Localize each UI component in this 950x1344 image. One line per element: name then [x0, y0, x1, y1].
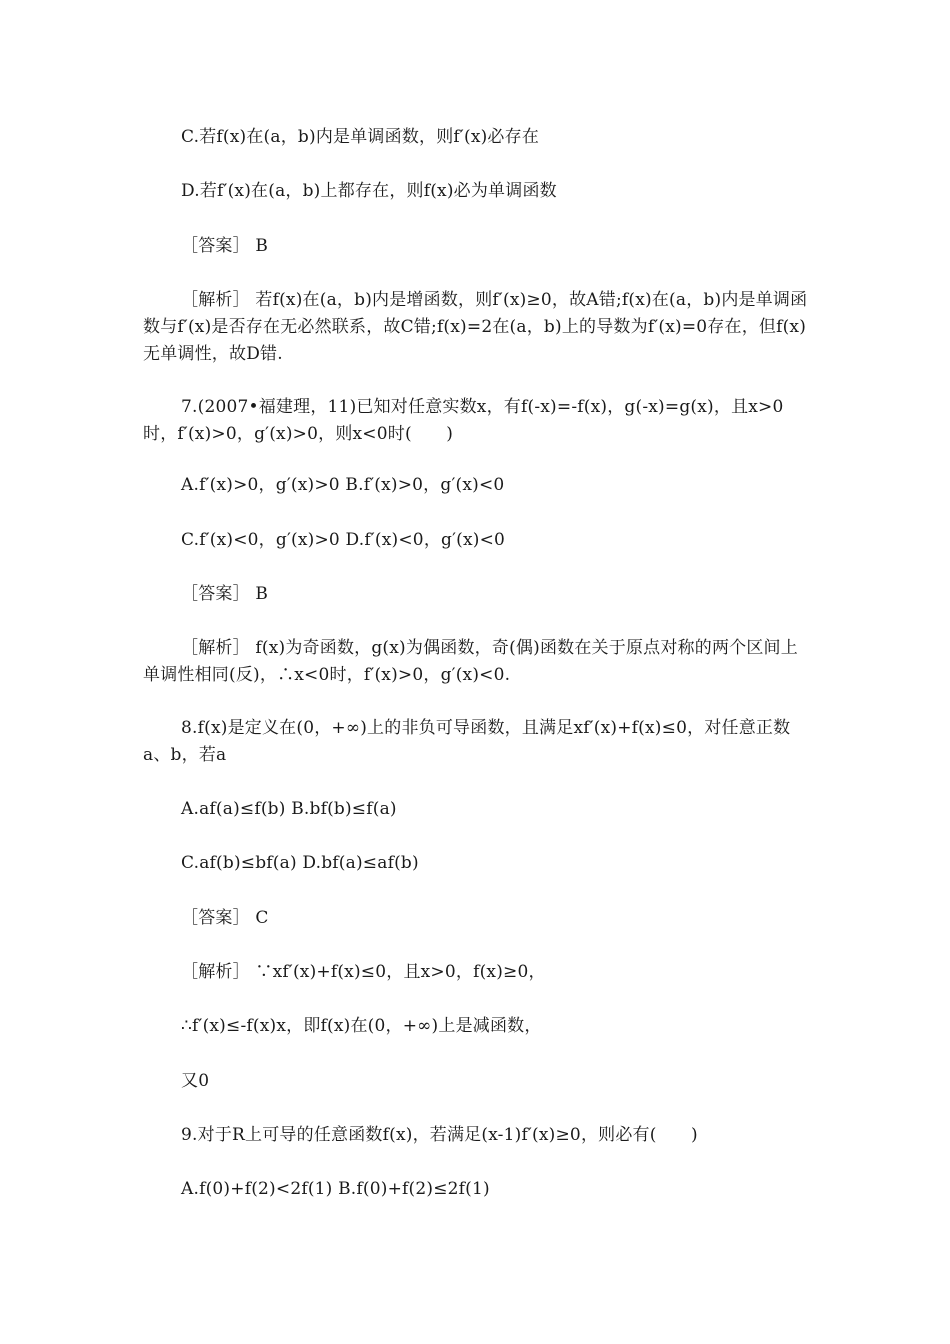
options-cd-q8: C.af(b)≤bf(a) D.bf(a)≤af(b): [181, 853, 419, 873]
option-d-q6: D.若f′(x)在(a，b)上都存在，则f(x)必为单调函数: [181, 181, 557, 201]
question-8: 8.f(x)是定义在(0，+∞)上的非负可导函数，且满足xf′(x)+f(x)≤0，对任意正数a、b，若a: [143, 718, 791, 765]
answer-q7: ［答案］ B: [181, 584, 269, 604]
explanation-q7: ［解析］ f(x)为奇函数，g(x)为偶函数，奇(偶)函数在关于原点对称的两个区间上单调性相同(反)，∴x<0时，f′(x)>0，g′(x)<0.: [143, 638, 798, 685]
options-ab-q8: A.af(a)≤f(b) B.bf(b)≤f(a): [181, 799, 397, 819]
options-ab-q7: A.f′(x)>0，g′(x)>0 B.f′(x)>0，g′(x)<0: [181, 475, 505, 495]
answer-q6: ［答案］ B: [181, 236, 269, 256]
answer-q8: ［答案］ C: [181, 908, 269, 928]
explanation-q6: ［解析］ 若f(x)在(a，b)内是增函数，则f′(x)≥0，故A错;f(x)在(a，b)内是单调函数与f′(x)是否存在无必然联系，故C错;f(x)=2在(a，b)上的导数为f′(x)=0存在，但f(x)无单调性，故D错.: [143, 290, 808, 364]
explanation-q8-line2: ∴f′(x)≤-f(x)x，即f(x)在(0，+∞)上是减函数，: [181, 1016, 542, 1036]
question-7: 7.(2007•福建理，11)已知对任意实数x，有f(-x)=-f(x)，g(-x)=g(x)，且x>0时，f′(x)>0，g′(x)>0，则x<0时( ): [143, 397, 784, 444]
option-c-q6: C.若f(x)在(a，b)内是单调函数，则f′(x)必存在: [181, 127, 540, 147]
explanation-q8-line1: ［解析］ ∵xf′(x)+f(x)≤0，且x>0，f(x)≥0，: [181, 962, 546, 982]
question-9: 9.对于R上可导的任意函数f(x)，若满足(x-1)f′(x)≥0，则必有( ): [181, 1125, 698, 1145]
explanation-q8-line3: 又0: [181, 1071, 210, 1091]
options-ab-q9: A.f(0)+f(2)<2f(1) B.f(0)+f(2)≤2f(1): [181, 1179, 490, 1199]
options-cd-q7: C.f′(x)<0，g′(x)>0 D.f′(x)<0，g′(x)<0: [181, 530, 506, 550]
